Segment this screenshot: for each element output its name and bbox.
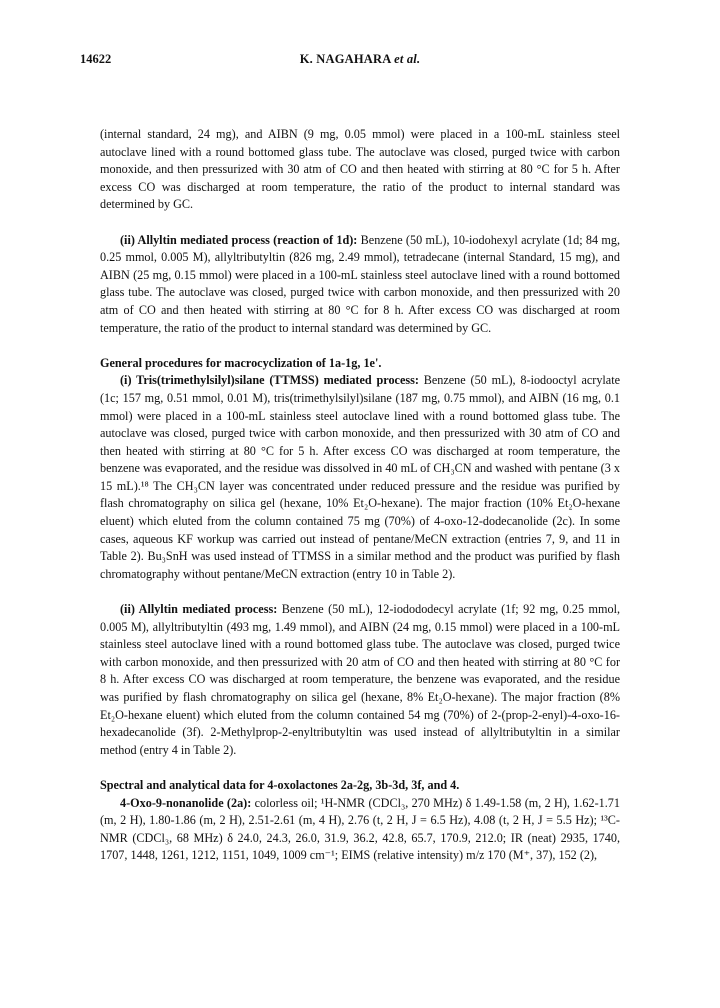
paragraph-label: 4-Oxo-9-nonanolide (2a): [120,795,252,810]
paragraph-gc-procedure: (internal standard, 24 mg), and AIBN (9 mg, 0.05 mmol) were placed in a 100-mL stainless steel autoclave lined with a round bottomed glass tube. The autoclave was closed, purged twice with carbon monoxide, and then pressurized with 30 atm of CO and then heated with stirring at 80 °C for 5 h. After excess CO was discharged at room temperature, the ratio of the product to internal standard was determined by GC. [100,127,620,212]
running-head [80,52,640,72]
section-heading-macrocyclization: General procedures for macrocyclization of 1a-1g, 1e'. [100,355,382,370]
running-title [80,52,640,67]
paragraph-text: Benzene (50 mL), 8-iodooctyl acrylate (1c; 157 mg, 0.51 mmol, 0.01 M), tris(trimethylsilyl)silane (187 mg, 0.75 mmol), and AIBN (16 mg, 0.1 mmol) were placed in a 100-mL stainless steel autoclave lined with a round bottomed glass tube. The autoclave was closed, purged twice with carbon monoxide, and then pressurized with 30 atm of CO and then heated with stirring at 80 °C for 5 h. After excess CO was discharged at room temperature, the benzene was evaporated, and the residue was dissolved in 40 mL of CH₃CN and washed with pentane (3 x 15 mL).¹⁸ The CH₃CN layer was concentrated under reduced pressure and the residue was purified by flash chromatography on silica gel (hexane, 10% Et₂O-hexane). The major fraction (10% Et₂O-hexane eluent) which eluted from the column contained 75 mg (70%) of 4-oxo-12-dodecanolide (2c). In some cases, aqueous KF workup was carried out instead of pentane/MeCN extraction (entries 7, 9, and 11 in Table 2). Bu₃SnH was used instead of TTMSS in a similar method and the product was purified by flash chromatography without pentane/MeCN extraction (entry 10 in Table 2). [100,373,621,581]
paragraph-text: Benzene (50 mL), 12-iodododecyl acrylate (1f; 92 mg, 0.25 mmol, 0.005 M), allyltributyltin (493 mg, 1.49 mmol), and AIBN (24 mg, 0.15 mmol) were placed in a 100-mL stainless steel autoclave lined with a round bottomed glass tube. The autoclave was closed, purged twice with carbon monoxide, and then pressurized with 20 atm of CO and then heated with stirring at 80 °C for 8 h. After excess CO was discharged at room temperature, the benzene was evaporated, and the residue was purified by flash chromatography on silica gel (hexane, 8% Et₂O-hexane). The major fraction (8% Et₂O-hexane eluent) which eluted from the column contained 54 mg (70%) of 2-(prop-2-enyl)-4-oxo-16-hexadecanolide (3f). 2-Methylprop-2-enyltributyltin was used instead of allyltributyltin in a similar method (entry 4 in Table 2). [100,602,621,757]
section-heading-spectral: Spectral and analytical data for 4-oxolactones 2a-2g, 3b-3d, 3f, and 4. [100,777,460,792]
paragraph-compound-2a [100,795,620,865]
paragraph-text: colorless oil; ¹H-NMR (CDCl₃, 270 MHz) δ 1.49-1.58 (m, 2 H), 1.62-1.71 (m, 2 H), 1.80-1.86 (m, 2 H), 2.51-2.61 (m, 4 H), 2.76 (t, 2 H, J = 6.5 Hz), 4.08 (t, 2 H, J = 5.5 Hz); ¹³C-NMR (CDCl₃, 68 MHz) δ 24.0, 24.3, 26.0, 31.9, 36.2, 42.8, 65.7, 170.9, 212.0; IR (neat) 2935, 1740, 1707, 1448, 1261, 1212, 1151, 1049, 1009 cm⁻¹; EIMS (relative intensity) m/z 170 (M⁺, 37), 152 (2), [100,795,620,863]
article-body [100,126,620,865]
page-number: 14622 [80,52,112,66]
paragraph-label: (ii) Allyltin mediated process: [120,602,278,617]
paragraph-label: (i) Tris(trimethylsilyl)silane (TTMSS) mediated process: [120,373,419,388]
paragraph-allyltin-process [100,601,620,759]
paragraph-text: Benzene (50 mL), 10-iodohexyl acrylate (1d; 84 mg, 0.25 mmol, 0.005 M), allyltributyltin (826 mg, 2.49 mmol), tetradecane (internal Standard, 15 mg), and AIBN (25 mg, 0.15 mmol) were placed in a 100-mL stainless steel autoclave lined with a round bottomed glass tube. The autoclave was closed, purged twice with carbon monoxide, and then pressurized with 20 atm of CO and then heated with stirring at 80 °C for 8 h. After excess CO was discharged at room temperature, the ratio of the product to internal standard was determined by GC. [100,232,620,335]
running-author: K. NAGAHARA [299,52,391,66]
paragraph-label: (ii) Allyltin mediated process (reaction of 1d): [120,232,358,247]
running-etal: et al. [394,52,421,66]
paragraph-allyltin-1d [100,232,620,338]
paragraph-ttmss [100,372,620,583]
